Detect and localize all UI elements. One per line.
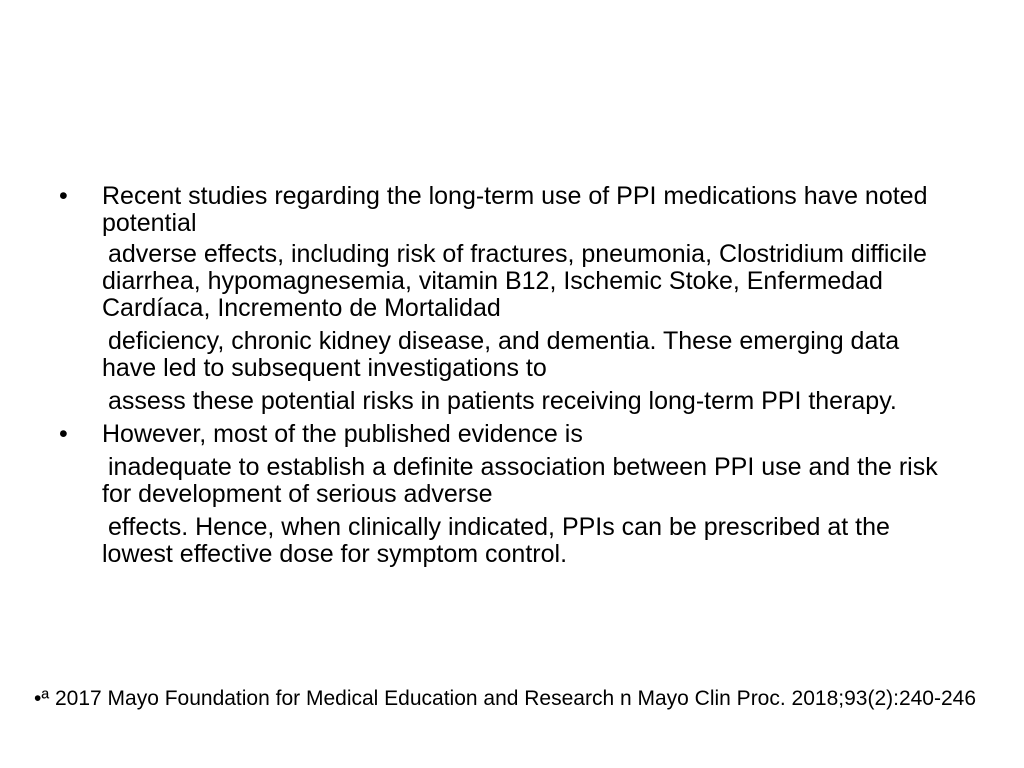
bullet-item <box>59 421 959 568</box>
bullet-marker: • <box>59 182 68 210</box>
paragraph: Recent studies regarding the long-term use of PPI medications have noted potential <box>102 182 928 237</box>
paragraph: inadequate to establish a definite association between PPI use and the risk for development of serious adverse <box>102 453 938 508</box>
bullet-list <box>59 183 959 572</box>
paragraph: deficiency, chronic kidney disease, and dementia. These emerging data have led to subsequent investigations to <box>102 327 900 382</box>
bullet-item <box>59 183 959 415</box>
paragraph: effects. Hence, when clinically indicated, PPIs can be prescribed at the lowest effective dose for symptom control. <box>102 513 890 568</box>
footer-bullet: • <box>34 687 42 710</box>
bullet-marker: • <box>59 420 68 448</box>
paragraph: adverse effects, including risk of fractures, pneumonia, Clostridium difficile diarrhea, hypomagnesemia, vitamin B12, Ischemic Stoke, Enfermedad Cardíaca, Incremento de Mortalidad <box>102 240 927 322</box>
paragraph: assess these potential risks in patients receiving long-term PPI therapy. <box>108 387 897 415</box>
paragraph: However, most of the published evidence is <box>102 420 583 448</box>
citation-footer <box>34 687 994 711</box>
citation-text: ª 2017 Mayo Foundation for Medical Education and Research n Mayo Clin Proc. 2018;93(2):240-246 <box>41 687 977 710</box>
